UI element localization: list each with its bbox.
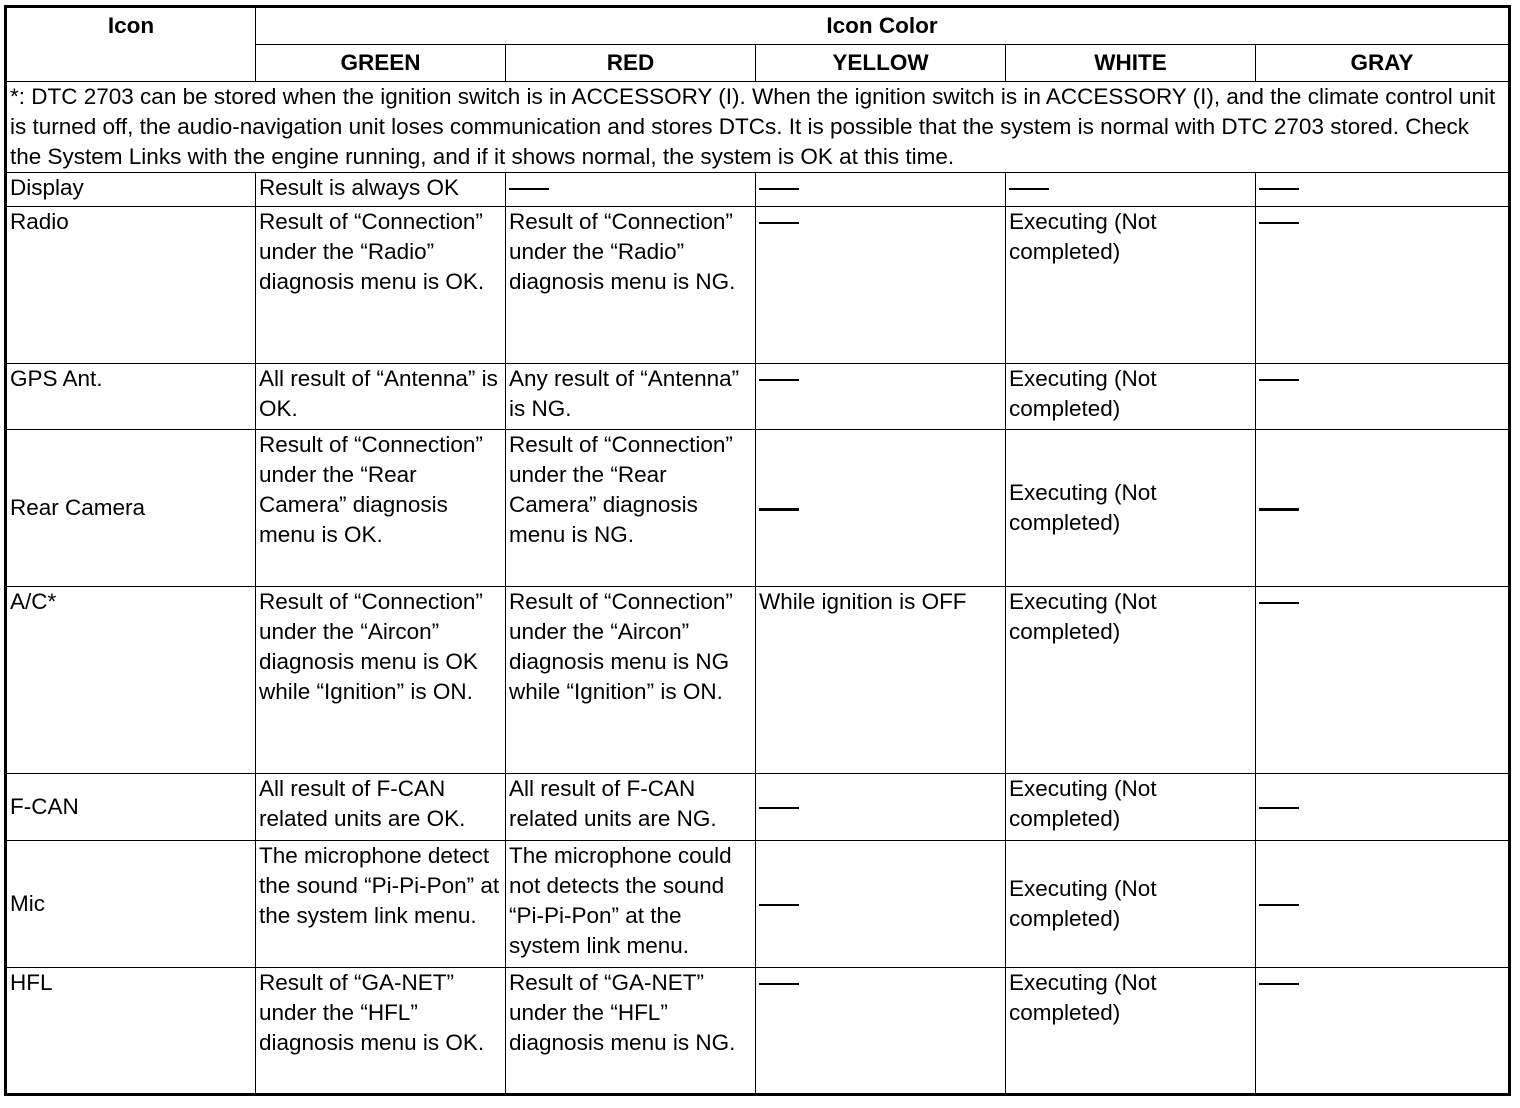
table-row	[6, 364, 1510, 430]
cell-yellow	[756, 364, 1006, 430]
cell-white: Executing (Not completed)	[1006, 841, 1256, 968]
empty-dash	[1259, 188, 1299, 190]
empty-dash	[759, 379, 799, 381]
cell-yellow	[756, 774, 1006, 841]
cell-gray	[1256, 968, 1510, 1095]
cell-icon: A/C*	[6, 587, 256, 774]
cell-green: The microphone detect the sound “Pi-Pi-Pon” at the system link menu.	[256, 841, 506, 968]
empty-dash	[1259, 379, 1299, 381]
cell-icon: Rear Camera	[6, 430, 256, 587]
table-body	[6, 82, 1510, 1095]
empty-dash	[1259, 983, 1299, 985]
cell-white: Executing (Not completed)	[1006, 430, 1256, 587]
cell-icon: Display	[6, 173, 256, 207]
table-row	[6, 968, 1510, 1095]
table-row	[6, 207, 1510, 364]
table-row	[6, 841, 1510, 968]
empty-dash	[1259, 904, 1299, 906]
cell-green: Result of “Connection” under the “Aircon” diagnosis menu is OK while “Ignition” is ON.	[256, 587, 506, 774]
note-row	[6, 82, 1510, 173]
cell-green: All result of “Antenna” is OK.	[256, 364, 506, 430]
table-row	[6, 173, 1510, 207]
cell-gray	[1256, 207, 1510, 364]
cell-icon: Mic	[6, 841, 256, 968]
dtc-note: *: DTC 2703 can be stored when the ignition switch is in ACCESSORY (I). When the ignition switch is in ACCESSORY (I), and the climate control unit is turned off, the audio-navigation unit loses communication and stores DTCs. It is possible that the system is normal with DTC 2703 stored. Check the System Links with the engine running, and if it shows normal, the system is OK at this time.	[6, 82, 1510, 173]
color-header-yellow: YELLOW	[756, 45, 1006, 82]
color-header-gray: GRAY	[1256, 45, 1510, 82]
empty-dash	[759, 983, 799, 985]
empty-dash	[1259, 602, 1299, 604]
cell-red	[506, 173, 756, 207]
cell-green: Result is always OK	[256, 173, 506, 207]
cell-gray	[1256, 430, 1510, 587]
cell-red: Result of “Connection” under the “Radio” diagnosis menu is NG.	[506, 207, 756, 364]
cell-red: Result of “Connection” under the “Rear Camera” diagnosis menu is NG.	[506, 430, 756, 587]
cell-icon: HFL	[6, 968, 256, 1095]
table-row	[6, 774, 1510, 841]
cell-red: The microphone could not detects the sound “Pi-Pi-Pon” at the system link menu.	[506, 841, 756, 968]
cell-white	[1006, 173, 1256, 207]
cell-gray	[1256, 364, 1510, 430]
cell-icon: F-CAN	[6, 774, 256, 841]
cell-white: Executing (Not completed)	[1006, 207, 1256, 364]
cell-yellow	[756, 841, 1006, 968]
empty-dash	[759, 188, 799, 190]
color-header-green: GREEN	[256, 45, 506, 82]
cell-red: Any result of “Antenna” is NG.	[506, 364, 756, 430]
cell-yellow	[756, 430, 1006, 587]
table-row	[6, 587, 1510, 774]
cell-white: Executing (Not completed)	[1006, 364, 1256, 430]
empty-dash	[759, 222, 799, 224]
empty-dash	[1259, 807, 1299, 809]
cell-green: All result of F-CAN related units are OK.	[256, 774, 506, 841]
cell-gray	[1256, 841, 1510, 968]
cell-white: Executing (Not completed)	[1006, 587, 1256, 774]
cell-gray	[1256, 173, 1510, 207]
empty-dash	[759, 807, 799, 809]
cell-icon: GPS Ant.	[6, 364, 256, 430]
cell-red: All result of F-CAN related units are NG.	[506, 774, 756, 841]
color-header-white: WHITE	[1006, 45, 1256, 82]
cell-green: Result of “GA-NET” under the “HFL” diagnosis menu is OK.	[256, 968, 506, 1095]
empty-dash	[759, 904, 799, 906]
empty-dash	[1259, 222, 1299, 224]
cell-yellow	[756, 207, 1006, 364]
cell-green: Result of “Connection” under the “Radio” diagnosis menu is OK.	[256, 207, 506, 364]
icon-color-header: Icon Color	[256, 7, 1510, 45]
empty-dash	[1009, 188, 1049, 190]
empty-dash	[509, 188, 549, 190]
cell-gray	[1256, 587, 1510, 774]
cell-red: Result of “GA-NET” under the “HFL” diagnosis menu is NG.	[506, 968, 756, 1095]
table-row	[6, 430, 1510, 587]
cell-white: Executing (Not completed)	[1006, 968, 1256, 1095]
cell-white: Executing (Not completed)	[1006, 774, 1256, 841]
cell-yellow	[756, 968, 1006, 1095]
cell-gray	[1256, 774, 1510, 841]
cell-red: Result of “Connection” under the “Aircon” diagnosis menu is NG while “Ignition” is ON.	[506, 587, 756, 774]
cell-yellow	[756, 173, 1006, 207]
icon-color-table	[4, 5, 1511, 1096]
cell-yellow: While ignition is OFF	[756, 587, 1006, 774]
cell-icon: Radio	[6, 207, 256, 364]
cell-green: Result of “Connection” under the “Rear Camera” diagnosis menu is OK.	[256, 430, 506, 587]
icon-column-header: Icon	[6, 7, 256, 82]
empty-dash	[759, 508, 799, 511]
empty-dash	[1259, 508, 1299, 511]
color-header-red: RED	[506, 45, 756, 82]
